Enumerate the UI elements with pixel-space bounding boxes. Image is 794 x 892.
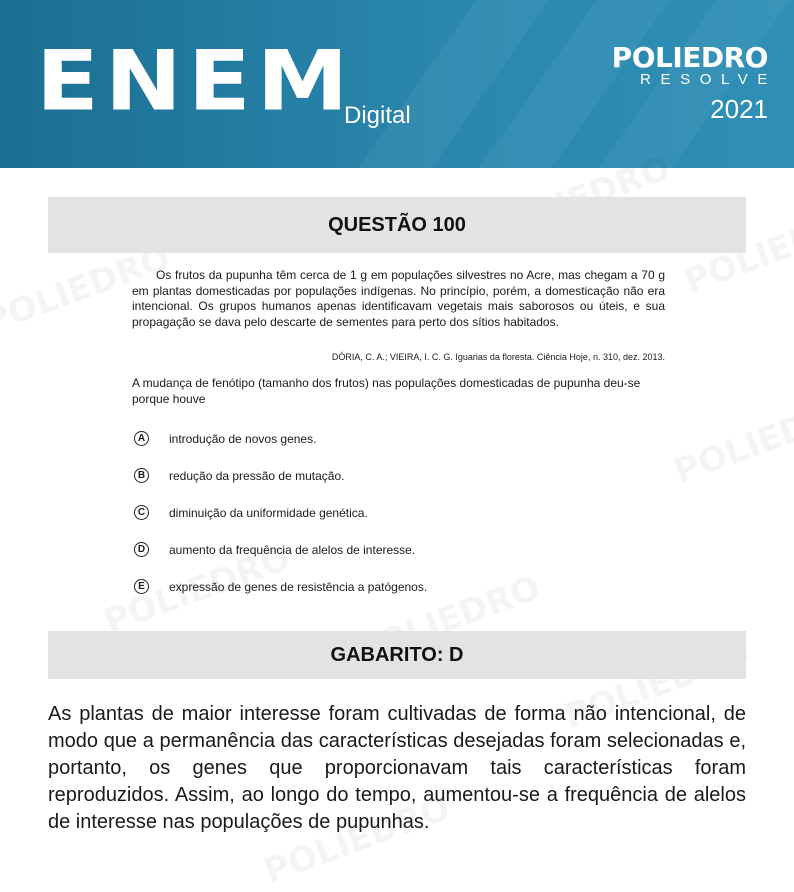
question-passage: Os frutos da pupunha têm cerca de 1 g em populações silvestres no Acre, mas chegam a 70 g em plantas domesticadas por populações indígenas. No princípio, porém, a domesticação não era intencional. Os grupos humanos apenas identificavam vegetais mais saborosos ou úteis, e sua propagação se dava pelo descarte de sementes para perto dos sítios habitados. [132,268,665,329]
alternative-b[interactable] [134,468,634,483]
alternative-letter: C [134,505,149,520]
alternative-letter: A [134,431,149,446]
passage-source: DÓRIA, C. A.; VIEIRA, I. C. G. Iguarias da floresta. Ciência Hoje, n. 310, dez. 2013. [331,352,665,362]
alternative-e[interactable] [134,579,634,594]
alternative-text: aumento da frequência de alelos de interesse. [169,542,416,557]
alternative-letter: E [134,579,149,594]
answer-key-title: GABARITO: D [48,631,746,679]
answer-explanation: As plantas de maior interesse foram cultivadas de forma não intencional, de modo que a permanência das características desejadas foram selecionadas e, portanto, os genes que proporcionavam tais características foram reproduzidos. Assim, ao longo do tempo, aumentou-se a frequência de alelos de interesse nas populações de pupunhas. [48,703,746,833]
watermark-logo [669,388,794,492]
alternative-text: expressão de genes de resistência a patógenos. [169,579,428,594]
alternative-a[interactable] [134,431,634,446]
exam-year: 2021 [710,94,768,124]
alternative-text: introdução de novos genes. [169,431,317,446]
alternative-letter: B [134,468,149,483]
question-title: QUESTÃO 100 [48,197,746,253]
brand-logo: POLIEDRO [611,41,768,74]
alternative-letter: D [134,542,149,557]
header-banner [0,0,794,168]
enem-logo: ENEM [36,32,355,130]
alternative-text: redução da pressão de mutação. [169,468,345,483]
alternative-d[interactable] [134,542,634,557]
alternative-text: diminuição da uniformidade genética. [169,505,368,520]
question-prompt: A mudança de fenótipo (tamanho dos frutos) nas populações domesticadas de pupunha deu-se porque houve [132,376,641,406]
brand-subtitle: RESOLVE [640,71,777,88]
alternative-c[interactable] [134,505,634,520]
enem-variant: Digital [344,102,411,129]
